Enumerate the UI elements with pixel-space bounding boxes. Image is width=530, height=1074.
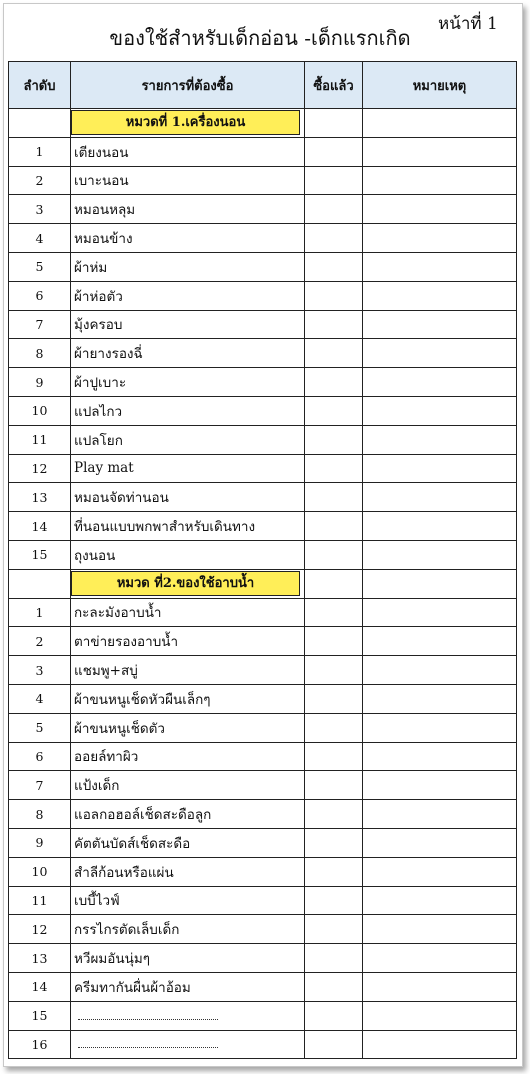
bought-cell[interactable]: [305, 281, 363, 310]
table-row: [9, 1030, 517, 1059]
category-no-cell: [9, 109, 71, 138]
bought-cell[interactable]: [305, 656, 363, 685]
table-row: [9, 425, 517, 454]
item-name: หวีผมอันนุ่มๆ: [71, 944, 305, 973]
table-row: [9, 339, 517, 368]
item-no: 13: [9, 944, 71, 973]
category-title: หมวดที่ 1.เครื่องนอน: [71, 110, 300, 135]
item-name: เตียงนอน: [71, 137, 305, 166]
table-row: [9, 166, 517, 195]
bought-cell[interactable]: [305, 1001, 363, 1030]
item-no: 2: [9, 627, 71, 656]
bought-cell[interactable]: [305, 828, 363, 857]
category-cell: [71, 109, 305, 138]
item-no: 6: [9, 742, 71, 771]
item-no: 11: [9, 425, 71, 454]
category-title: หมวด ที่2.ของใช้อาบน้ำ: [71, 571, 300, 596]
table-row: [9, 771, 517, 800]
item-name: หมอนข้าง: [71, 224, 305, 253]
bought-cell[interactable]: [305, 224, 363, 253]
item-no: 6: [9, 281, 71, 310]
bought-cell[interactable]: [305, 195, 363, 224]
item-cell-blank[interactable]: [71, 1001, 305, 1030]
table-row: [9, 627, 517, 656]
note-cell[interactable]: [363, 224, 517, 253]
bought-cell[interactable]: [305, 483, 363, 512]
bought-cell[interactable]: [305, 368, 363, 397]
note-cell[interactable]: [363, 310, 517, 339]
table-row: [9, 944, 517, 973]
table-row: [9, 396, 517, 425]
item-name: หมอนจัดท่านอน: [71, 483, 305, 512]
item-no: 3: [9, 195, 71, 224]
bought-cell[interactable]: [305, 425, 363, 454]
note-cell[interactable]: [363, 944, 517, 973]
table-row: [9, 512, 517, 541]
table-row: [9, 886, 517, 915]
note-cell[interactable]: [363, 598, 517, 627]
bought-cell[interactable]: [305, 771, 363, 800]
item-no: 9: [9, 368, 71, 397]
note-cell[interactable]: [363, 569, 517, 598]
item-name: คัตตันบัดส์เช็ดสะดือ: [71, 828, 305, 857]
item-name: มุ้งครอบ: [71, 310, 305, 339]
bought-cell[interactable]: [305, 800, 363, 829]
note-cell[interactable]: [363, 972, 517, 1001]
item-no: 14: [9, 972, 71, 1001]
note-cell[interactable]: [363, 627, 517, 656]
bought-cell[interactable]: [305, 569, 363, 598]
bought-cell[interactable]: [305, 1030, 363, 1059]
table-row: [9, 224, 517, 253]
table-row: [9, 656, 517, 685]
bought-cell[interactable]: [305, 252, 363, 281]
note-cell[interactable]: [363, 1001, 517, 1030]
table-row: [9, 742, 517, 771]
page-number: หน้าที่ 1: [438, 14, 498, 34]
note-cell[interactable]: [363, 396, 517, 425]
item-no: 10: [9, 396, 71, 425]
bought-cell[interactable]: [305, 454, 363, 483]
shopping-list-table: [8, 61, 517, 1059]
item-no: 9: [9, 828, 71, 857]
header-no: ลำดับ: [9, 62, 71, 109]
item-name: ที่นอนแบบพกพาสำหรับเดินทาง: [71, 512, 305, 541]
note-cell[interactable]: [363, 742, 517, 771]
item-no: 12: [9, 915, 71, 944]
note-cell[interactable]: [363, 886, 517, 915]
table-row: [9, 684, 517, 713]
bought-cell[interactable]: [305, 857, 363, 886]
item-cell-blank[interactable]: [71, 1030, 305, 1059]
table-row: [9, 368, 517, 397]
table-row: [9, 857, 517, 886]
item-name: ตาข่ายรองอาบน้ำ: [71, 627, 305, 656]
item-name: ออยล์ทาผิว: [71, 742, 305, 771]
bought-cell[interactable]: [305, 886, 363, 915]
item-no: 1: [9, 598, 71, 627]
table-row: [9, 915, 517, 944]
bought-cell[interactable]: [305, 396, 363, 425]
note-cell[interactable]: [363, 483, 517, 512]
item-name: แอลกอฮอล์เช็ดสะดือลูก: [71, 800, 305, 829]
table-row: [9, 713, 517, 742]
note-cell[interactable]: [363, 828, 517, 857]
note-cell[interactable]: [363, 368, 517, 397]
item-name: แชมพู+สบู่: [71, 656, 305, 685]
table-row: [9, 137, 517, 166]
item-name: แป้งเด็ก: [71, 771, 305, 800]
note-cell[interactable]: [363, 684, 517, 713]
bought-cell[interactable]: [305, 512, 363, 541]
bought-cell[interactable]: [305, 972, 363, 1001]
item-name: ผ้าขนหนูเช็ดตัว: [71, 713, 305, 742]
bought-cell[interactable]: [305, 627, 363, 656]
page-title: ของใช้สำหรับเด็กอ่อน -เด็กแรกเกิด: [109, 26, 411, 50]
note-cell[interactable]: [363, 512, 517, 541]
item-no: 7: [9, 771, 71, 800]
table-row: [9, 540, 517, 569]
item-name: เบาะนอน: [71, 166, 305, 195]
note-cell[interactable]: [363, 857, 517, 886]
bought-cell[interactable]: [305, 166, 363, 195]
note-cell[interactable]: [363, 713, 517, 742]
item-no: 10: [9, 857, 71, 886]
table-row: [9, 828, 517, 857]
category-row: [9, 109, 517, 138]
item-no: 7: [9, 310, 71, 339]
item-name: สำลีก้อนหรือแผ่น: [71, 857, 305, 886]
note-cell[interactable]: [363, 137, 517, 166]
item-name: เบบี้ไวฟ์: [71, 886, 305, 915]
header-item: รายการที่ต้องซื้อ: [71, 62, 305, 109]
bought-cell[interactable]: [305, 109, 363, 138]
bought-cell[interactable]: [305, 540, 363, 569]
bought-cell[interactable]: [305, 944, 363, 973]
item-no: 14: [9, 512, 71, 541]
note-cell[interactable]: [363, 540, 517, 569]
item-name: ผ้าห่อตัว: [71, 281, 305, 310]
item-no: 2: [9, 166, 71, 195]
note-cell[interactable]: [363, 425, 517, 454]
note-cell[interactable]: [363, 339, 517, 368]
bought-cell[interactable]: [305, 339, 363, 368]
item-no: 15: [9, 1001, 71, 1030]
item-name: Play mat: [71, 454, 305, 483]
table-row: [9, 598, 517, 627]
bought-cell[interactable]: [305, 742, 363, 771]
item-no: 5: [9, 713, 71, 742]
item-no: 4: [9, 224, 71, 253]
table-row: [9, 972, 517, 1001]
item-name: ผ้าห่ม: [71, 252, 305, 281]
note-cell[interactable]: [363, 281, 517, 310]
item-no: 3: [9, 656, 71, 685]
note-cell[interactable]: [363, 800, 517, 829]
note-cell[interactable]: [363, 656, 517, 685]
item-name: แปลไกว: [71, 396, 305, 425]
bought-cell[interactable]: [305, 684, 363, 713]
table-row: [9, 454, 517, 483]
table-row: [9, 281, 517, 310]
item-name: แปลโยก: [71, 425, 305, 454]
category-row: [9, 569, 517, 598]
note-cell[interactable]: [363, 252, 517, 281]
table-row: [9, 252, 517, 281]
note-cell[interactable]: [363, 195, 517, 224]
item-no: 13: [9, 483, 71, 512]
item-name: กะละมังอาบน้ำ: [71, 598, 305, 627]
item-no: 8: [9, 800, 71, 829]
item-no: 16: [9, 1030, 71, 1059]
item-no: 5: [9, 252, 71, 281]
note-cell[interactable]: [363, 1030, 517, 1059]
item-name: หมอนหลุม: [71, 195, 305, 224]
bought-cell[interactable]: [305, 137, 363, 166]
dotted-fill-line: [78, 1009, 218, 1020]
table-row: [9, 195, 517, 224]
note-cell[interactable]: [363, 454, 517, 483]
item-no: 11: [9, 886, 71, 915]
bought-cell[interactable]: [305, 915, 363, 944]
note-cell[interactable]: [363, 771, 517, 800]
item-no: 12: [9, 454, 71, 483]
item-name: ผ้าขนหนูเช็ดหัวผืนเล็กๆ: [71, 684, 305, 713]
item-no: 4: [9, 684, 71, 713]
item-no: 15: [9, 540, 71, 569]
item-name: กรรไกรตัดเล็บเด็ก: [71, 915, 305, 944]
table-row: [9, 800, 517, 829]
note-cell[interactable]: [363, 166, 517, 195]
bought-cell[interactable]: [305, 310, 363, 339]
item-name: ผ้าปูเบาะ: [71, 368, 305, 397]
item-name: ผ้ายางรองฉี่: [71, 339, 305, 368]
note-cell[interactable]: [363, 915, 517, 944]
header-note: หมายเหตุ: [363, 62, 517, 109]
table-row: [9, 483, 517, 512]
table-row: [9, 1001, 517, 1030]
header-bought: ซื้อแล้ว: [305, 62, 363, 109]
table-row: [9, 310, 517, 339]
item-name: ถุงนอน: [71, 540, 305, 569]
dotted-fill-line: [78, 1037, 218, 1048]
bought-cell[interactable]: [305, 713, 363, 742]
item-name: ครีมทากันผื่นผ้าอ้อม: [71, 972, 305, 1001]
category-cell: [71, 569, 305, 598]
table-body: [9, 109, 517, 1059]
item-no: 1: [9, 137, 71, 166]
bought-cell[interactable]: [305, 598, 363, 627]
item-no: 8: [9, 339, 71, 368]
header-row: [9, 62, 517, 109]
category-no-cell: [9, 569, 71, 598]
note-cell[interactable]: [363, 109, 517, 138]
